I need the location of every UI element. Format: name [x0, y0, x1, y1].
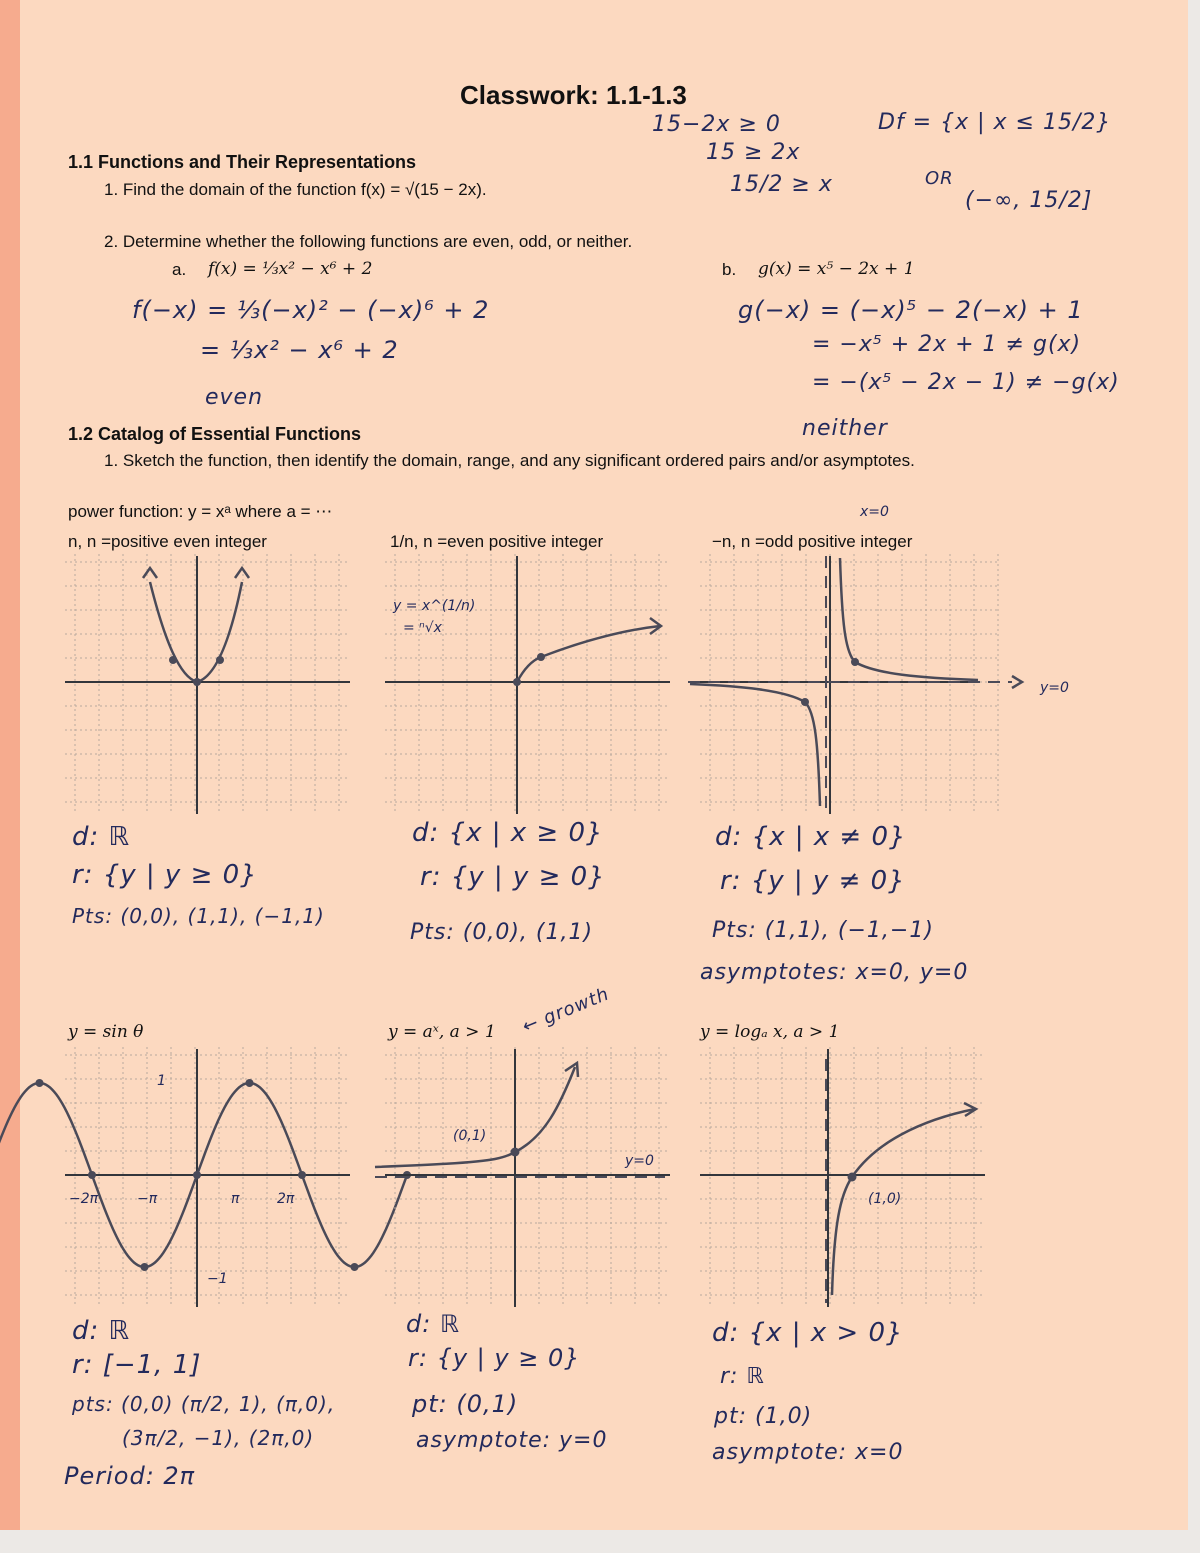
annotation-y0: y=0 — [625, 1153, 654, 1169]
section-1-2-heading: 1.2 Catalog of Essential Functions — [68, 424, 362, 444]
curve-q1 — [840, 558, 978, 680]
annotation-x0: x=0 — [860, 504, 889, 520]
q1-answer: Df = {x | x ≤ 15/2} — [878, 110, 1112, 135]
page-title: Classwork: 1.1-1.3 — [460, 80, 687, 110]
page-edge-strip — [0, 0, 20, 1530]
graph1-caption: n, n =positive even integer — [68, 532, 267, 551]
q2b-label: b. — [722, 260, 737, 279]
annotation-point: (1,0) — [868, 1191, 902, 1207]
point-1-1 — [851, 658, 859, 666]
g4-domain: d: ℝ — [72, 1316, 131, 1346]
g4-period: Period: 2π — [64, 1462, 196, 1490]
power-function-label: power function: y = xᵃ where a = ⋯ — [68, 502, 333, 521]
sine-point — [88, 1171, 96, 1179]
q2-text: 2. Determine whether the following functions are even, odd, or neither. — [104, 232, 633, 251]
annotation-point: (0,1) — [453, 1128, 487, 1144]
tick-pi: π — [231, 1191, 240, 1207]
g1-range: r: {y | y ≥ 0} — [72, 860, 258, 890]
graph6-caption: y = logₐ x, a > 1 — [700, 1022, 840, 1042]
graph2-caption: 1/n, n =even positive integer — [390, 532, 604, 551]
g5-range: r: {y | y ≥ 0} — [408, 1344, 581, 1372]
g6-domain: d: {x | x > 0} — [712, 1318, 904, 1348]
g1-points: Pts: (0,0), (1,1), (−1,1) — [72, 904, 325, 928]
g3-asymptotes: asymptotes: x=0, y=0 — [700, 960, 969, 985]
sine-point — [141, 1263, 149, 1271]
graph4-caption: y = sin θ — [68, 1022, 144, 1042]
q2a-function: f(x) = ⅓x² − x⁶ + 2 — [208, 259, 373, 279]
graph-sine — [65, 1045, 350, 1307]
q1-answer-or: OR — [925, 168, 954, 189]
q2b-work-3: = −(x⁵ − 2x − 1) ≠ −g(x) — [812, 370, 1120, 395]
grid — [385, 554, 670, 814]
g2-points: Pts: (0,0), (1,1) — [410, 920, 594, 945]
graph3-caption: −n, n =odd positive integer — [712, 532, 913, 551]
grid — [65, 1047, 350, 1307]
annotation-y-eq: y = x^(1/n) — [393, 598, 476, 614]
curve-log — [832, 1109, 975, 1295]
q1-text: 1. Find the domain of the function f(x) = √(15 − 2x). — [104, 180, 487, 199]
graph5-growth-note: ← growth — [519, 983, 613, 1038]
q1-work-3: 15/2 ≥ x — [730, 172, 833, 197]
grid — [700, 1047, 985, 1307]
q1-work-2: 15 ≥ 2x — [706, 140, 801, 165]
g3-range: r: {y | y ≠ 0} — [720, 866, 906, 896]
g4-range: r: [−1, 1] — [72, 1350, 202, 1380]
point-neg1-neg1 — [801, 698, 809, 706]
point-origin — [513, 678, 521, 686]
g6-point: pt: (1,0) — [714, 1404, 813, 1429]
g6-asymptote: asymptote: x=0 — [712, 1440, 904, 1465]
g1-domain: d: ℝ — [72, 822, 131, 852]
sine-point — [246, 1079, 254, 1087]
section-1-1-heading: 1.1 Functions and Their Representations — [68, 152, 417, 172]
point-1-1 — [537, 653, 545, 661]
graph-even-power — [65, 552, 350, 814]
point-neg1-1 — [169, 656, 177, 664]
q2a-work-2: = ⅓x² − x⁶ + 2 — [200, 336, 399, 364]
grid — [385, 1047, 670, 1307]
g5-asymptote: asymptote: y=0 — [416, 1428, 608, 1453]
q2b-work-1: g(−x) = (−x)⁵ − 2(−x) + 1 — [738, 296, 1084, 324]
q2b-answer: neither — [802, 416, 888, 441]
g5-point: pt: (0,1) — [412, 1390, 519, 1418]
q2a-answer: even — [205, 385, 264, 410]
section-1-2-q1: 1. Sketch the function, then identify the domain, range, and any significant ordered pairs and/or asymptotes. — [104, 451, 915, 470]
q1-answer-interval: (−∞, 15/2] — [965, 188, 1093, 213]
graph-exponential — [385, 1045, 670, 1307]
point-0-1 — [511, 1148, 520, 1157]
sine-point — [36, 1079, 44, 1087]
grid — [65, 554, 350, 814]
graph-root — [385, 552, 670, 814]
point-origin — [193, 678, 201, 686]
g4-points-2: (3π/2, −1), (2π,0) — [122, 1426, 315, 1450]
g3-domain: d: {x | x ≠ 0} — [715, 822, 907, 852]
sine-point — [193, 1171, 201, 1179]
point-1-0 — [848, 1173, 857, 1182]
tick-neg1: −1 — [207, 1271, 228, 1287]
sine-point — [351, 1263, 359, 1271]
annotation-root: = ⁿ√x — [403, 620, 442, 636]
sine-point — [298, 1171, 306, 1179]
tick-1: 1 — [157, 1073, 166, 1089]
tick-2pi: 2π — [277, 1191, 295, 1207]
g5-domain: d: ℝ — [406, 1310, 460, 1338]
graph5-caption: y = aˣ, a > 1 — [388, 1022, 496, 1042]
g2-domain: d: {x | x ≥ 0} — [412, 818, 604, 848]
annotation-y0: y=0 — [1040, 680, 1069, 696]
g6-range: r: ℝ — [720, 1364, 765, 1389]
grid — [700, 554, 1000, 814]
q2b-work-2: = −x⁵ + 2x + 1 ≠ g(x) — [812, 332, 1082, 357]
tick-negpi: −π — [137, 1191, 158, 1207]
point-1-1 — [216, 656, 224, 664]
g4-points-1: pts: (0,0) (π/2, 1), (π,0), — [72, 1392, 336, 1416]
tick-neg2pi: −2π — [69, 1191, 99, 1207]
graph-logarithm — [700, 1045, 985, 1307]
q2a-work-1: f(−x) = ⅓(−x)² − (−x)⁶ + 2 — [132, 296, 490, 324]
g2-range: r: {y | y ≥ 0} — [420, 862, 606, 892]
g3-points: Pts: (1,1), (−1,−1) — [712, 918, 934, 943]
q2b-function: g(x) = x⁵ − 2x + 1 — [758, 259, 915, 279]
curve-exp — [375, 1067, 575, 1167]
q1-work-1: 15−2x ≥ 0 — [652, 112, 781, 137]
q2a-label: a. — [172, 260, 187, 279]
